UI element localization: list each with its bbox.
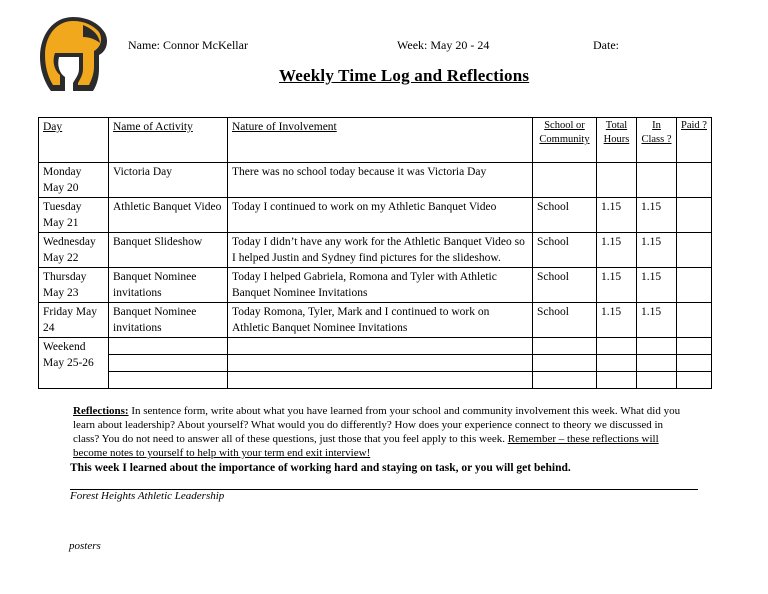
cell-blank[interactable]	[637, 355, 677, 372]
cell-nature[interactable]: Today I continued to work on my Athletic Banquet Video	[228, 198, 533, 233]
cell-blank[interactable]	[228, 372, 533, 389]
cell-day[interactable]: Wednesday May 22	[39, 233, 109, 268]
table-row	[39, 268, 712, 303]
cell-activity[interactable]: Victoria Day	[109, 163, 228, 198]
cell-hours[interactable]: 1.15	[597, 303, 637, 338]
cell-paid[interactable]	[677, 268, 712, 303]
reflection-answer[interactable]: This week I learned about the importance of working hard and staying on task, or you will get behind.	[70, 462, 571, 474]
cell-day[interactable]: Tuesday May 21	[39, 198, 109, 233]
table-row	[39, 163, 712, 198]
cell-nature[interactable]: Today I helped Gabriela, Romona and Tyler with Athletic Banquet Nominee Invitations	[228, 268, 533, 303]
week-range: Week: May 20 - 24	[397, 38, 490, 52]
cell-activity[interactable]: Banquet Nominee invitations	[109, 303, 228, 338]
cell-hours[interactable]: 1.15	[597, 233, 637, 268]
cell-nature[interactable]: Today I didn’t have any work for the Athletic Banquet Video so I helped Justin and Sydney find pictures for the slideshow.	[228, 233, 533, 268]
cell-activity[interactable]: Banquet Slideshow	[109, 233, 228, 268]
cell-inclass[interactable]	[637, 163, 677, 198]
table-row	[39, 198, 712, 233]
table-row-blank	[39, 355, 712, 372]
cell-blank[interactable]	[109, 372, 228, 389]
reflections-prompt: In sentence form, write about what you have learned from your school and community involvement this week. What did you learn about leadership? About yourself? What would you do differently? How does your experience connect to theory we discussed in class? You do not need to answer all of these questions, just those that you feel apply to this week.	[73, 405, 681, 445]
col-header-in-class: In Class ?	[637, 118, 677, 163]
date-label: Date:	[593, 38, 619, 52]
cell-school[interactable]: School	[533, 268, 597, 303]
cell-blank[interactable]	[677, 355, 712, 372]
cell-blank[interactable]	[637, 372, 677, 389]
cell-inclass[interactable]	[637, 338, 677, 355]
student-name: Name: Connor McKellar	[128, 38, 248, 52]
cell-inclass[interactable]: 1.15	[637, 303, 677, 338]
cell-hours[interactable]	[597, 338, 637, 355]
col-header-school-community: School or Community	[533, 118, 597, 163]
cell-school[interactable]: School	[533, 233, 597, 268]
cell-paid[interactable]	[677, 198, 712, 233]
cell-day[interactable]: Weekend May 25-26	[39, 338, 109, 389]
table-header-row	[39, 118, 712, 163]
cell-nature[interactable]: There was no school today because it was Victoria Day	[228, 163, 533, 198]
cell-hours[interactable]	[597, 163, 637, 198]
cell-school[interactable]: School	[533, 303, 597, 338]
col-header-nature: Nature of Involvement	[228, 118, 533, 163]
col-header-activity: Name of Activity	[109, 118, 228, 163]
cell-paid[interactable]	[677, 233, 712, 268]
cell-school[interactable]	[533, 163, 597, 198]
cell-day[interactable]: Thursday May 23	[39, 268, 109, 303]
cell-blank[interactable]	[533, 355, 597, 372]
posters-note: posters	[69, 540, 101, 552]
cell-blank[interactable]	[533, 372, 597, 389]
cell-paid[interactable]	[677, 163, 712, 198]
col-header-paid: Paid ?	[677, 118, 712, 163]
cell-blank[interactable]	[597, 355, 637, 372]
table-row	[39, 338, 712, 355]
cell-activity[interactable]	[109, 338, 228, 355]
table-row	[39, 233, 712, 268]
time-log-table	[38, 117, 712, 389]
table-row	[39, 303, 712, 338]
cell-day[interactable]: Friday May 24	[39, 303, 109, 338]
footer-organization: Forest Heights Athletic Leadership	[70, 490, 225, 502]
page-title: Weekly Time Log and Reflections	[279, 66, 530, 85]
reflections-reminder: Remember – these reflections will become notes to yourself to help with your term end exit interview!	[73, 433, 659, 459]
reflections-instructions	[73, 404, 689, 460]
cell-blank[interactable]	[228, 355, 533, 372]
cell-activity[interactable]: Athletic Banquet Video	[109, 198, 228, 233]
cell-nature[interactable]: Today Romona, Tyler, Mark and I continued to work on Athletic Banquet Nominee Invitations	[228, 303, 533, 338]
cell-paid[interactable]	[677, 303, 712, 338]
cell-inclass[interactable]: 1.15	[637, 268, 677, 303]
reflections-label: Reflections:	[73, 405, 129, 417]
col-header-day: Day	[39, 118, 109, 163]
cell-day[interactable]: Monday May 20	[39, 163, 109, 198]
cell-blank[interactable]	[677, 372, 712, 389]
cell-school[interactable]	[533, 338, 597, 355]
cell-paid[interactable]	[677, 338, 712, 355]
cell-school[interactable]: School	[533, 198, 597, 233]
cell-activity[interactable]: Banquet Nominee invitations	[109, 268, 228, 303]
cell-hours[interactable]: 1.15	[597, 268, 637, 303]
col-header-total-hours: Total Hours	[597, 118, 637, 163]
cell-inclass[interactable]: 1.15	[637, 198, 677, 233]
table-row-blank	[39, 372, 712, 389]
cell-hours[interactable]: 1.15	[597, 198, 637, 233]
cell-blank[interactable]	[597, 372, 637, 389]
cell-blank[interactable]	[109, 355, 228, 372]
cell-inclass[interactable]: 1.15	[637, 233, 677, 268]
spartan-helmet-logo-icon	[37, 15, 109, 95]
cell-nature[interactable]	[228, 338, 533, 355]
